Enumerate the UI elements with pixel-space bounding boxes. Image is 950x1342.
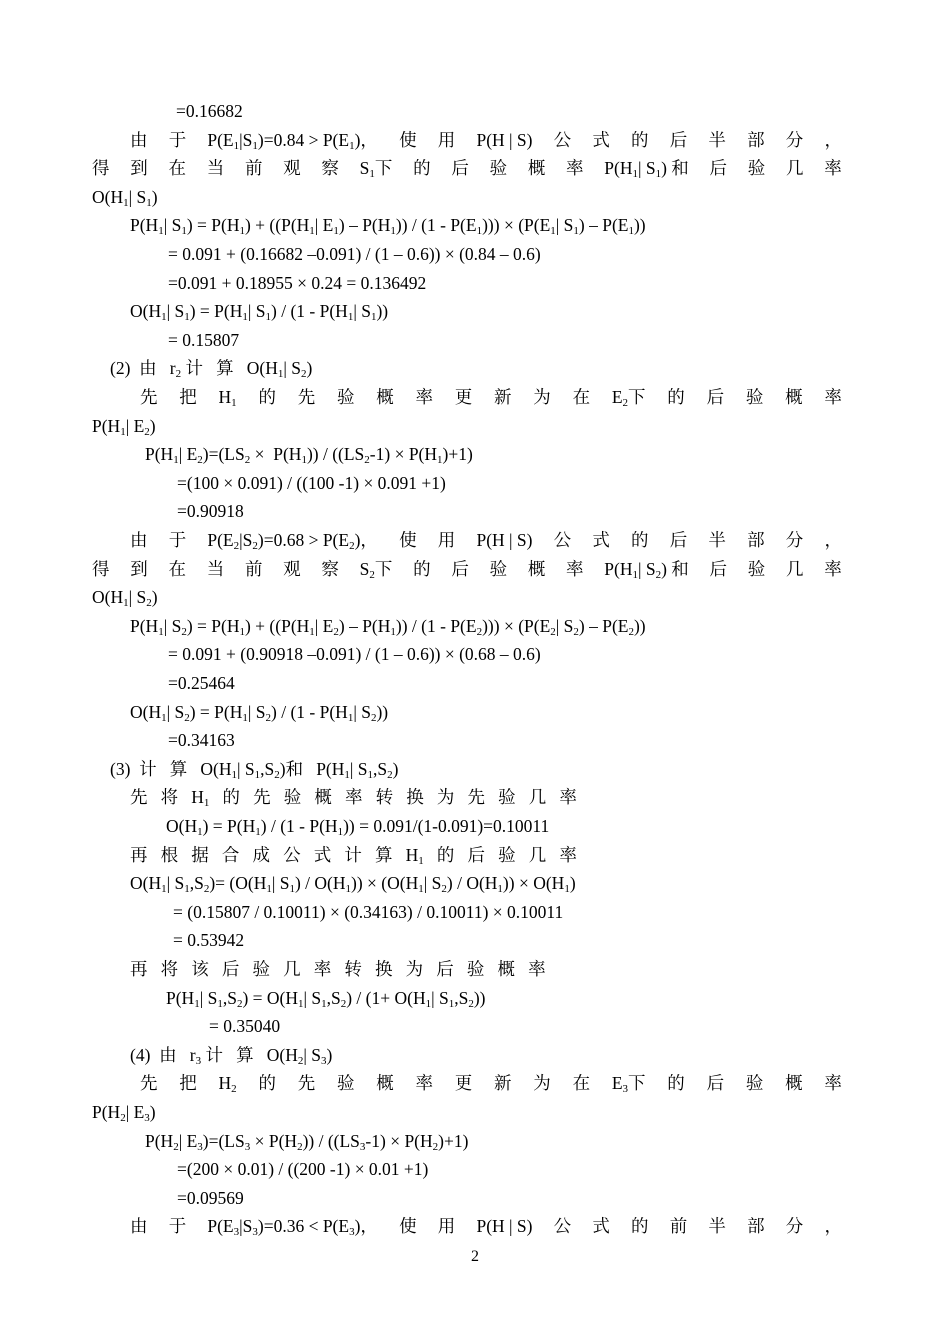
text-token: 由: [130, 129, 148, 150]
text-token: 把: [179, 1073, 197, 1094]
text-token: 率: [415, 387, 433, 407]
text-token: 在: [168, 558, 186, 579]
text-token: 的: [631, 129, 649, 150]
text-line: P(H1| S1) = P(H1) + ((P(H1| E1) – P(H1)) / (1 - P(E1))) × (P(E1| S1) – P(E1)): [130, 215, 646, 238]
text-line: =0.34163: [168, 730, 235, 751]
text-token: 于: [168, 129, 187, 150]
text-token: 部: [747, 1216, 765, 1237]
text-token: 部: [747, 530, 765, 550]
text-token: 察: [321, 158, 339, 179]
text-line: =(100 × 0.091) / ((100 -1) × 0.091 +1): [177, 472, 446, 493]
text-token: 式: [592, 129, 610, 150]
text-token: 当: [206, 558, 225, 579]
text-token: 率: [415, 1073, 433, 1094]
text-line: 再 根 据 合 成 公 式 计 算 H1 的 后 验 几 率: [130, 844, 577, 867]
text-token: 分: [785, 129, 804, 150]
text-token: E2下: [611, 387, 646, 409]
text-token: 当: [206, 158, 225, 179]
text-token: H2: [218, 1073, 237, 1096]
text-token: 的: [413, 558, 431, 579]
text-token: 先: [297, 1073, 316, 1094]
text-token: S1下: [359, 158, 393, 181]
text-token: 率: [824, 387, 842, 407]
text-line: 再 将 该 后 验 几 率 转 换 为 后 验 概 率: [130, 959, 546, 979]
text-line: = 0.091 + (0.16682 –0.091) / (1 – 0.6)) × (0.84 – 0.6): [168, 244, 541, 264]
text-token: 率: [566, 158, 584, 179]
text-token: 率: [824, 558, 842, 579]
text-token: 式: [592, 1216, 610, 1237]
page-number: 2: [471, 1248, 479, 1265]
text-token: 率: [824, 158, 842, 179]
text-token: 为: [533, 387, 551, 407]
text-token: 使: [399, 530, 417, 550]
text-token: 后: [709, 158, 728, 179]
text-token: 概: [527, 158, 546, 179]
text-token: 观: [283, 158, 301, 179]
text-token: 前: [244, 158, 263, 179]
text-line: (3) 计 算 O(H1| S1,S2)和 P(H1| S1,S2): [110, 758, 399, 781]
text-token: 验: [745, 1073, 764, 1094]
text-token: 分: [785, 1216, 804, 1237]
text-token: 到: [130, 158, 148, 179]
text-line: P(H1| S2) = P(H1) + ((P(H1| E2) – P(H1)) / (1 - P(E2))) × (P(E2| S2) – P(E2)): [130, 615, 646, 638]
text-token: E3下: [611, 1073, 646, 1096]
text-token: 后: [451, 558, 469, 579]
text-token: P(H | S): [476, 129, 533, 150]
text-token: 观: [283, 558, 301, 579]
text-token: 在: [572, 1073, 591, 1094]
text-line: = 0.15807: [168, 329, 240, 350]
text-line: [140, 386, 842, 411]
text-token: 公: [553, 530, 572, 550]
text-token: 概: [785, 387, 803, 407]
text-token: 后: [669, 530, 688, 550]
text-token: P(E2|S2)=0.68 > P(E2)，: [207, 530, 378, 552]
text-line: O(H1) = P(H1) / (1 - P(H1)) = 0.091/(1-0.091)=0.10011: [166, 816, 550, 838]
text-token: 率: [824, 1073, 842, 1094]
text-token: 的: [667, 387, 685, 407]
text-token: 用: [437, 129, 456, 150]
text-token: 前: [669, 1216, 688, 1237]
text-token: 使: [399, 129, 417, 150]
text-token: 察: [321, 558, 339, 579]
text-token: 更: [454, 1073, 473, 1094]
text-token: 的: [413, 158, 431, 179]
text-line: [92, 558, 842, 583]
text-token: 验: [747, 158, 766, 179]
text-token: 验: [747, 558, 766, 579]
text-line: =0.16682: [176, 101, 243, 121]
text-token: 后: [709, 558, 728, 579]
text-token: 后: [451, 158, 469, 179]
text-token: 得: [92, 158, 110, 179]
text-token: 半: [708, 530, 726, 550]
text-line: = 0.53942: [173, 930, 245, 951]
text-line: =0.09569: [177, 1187, 244, 1208]
text-line: [130, 1215, 842, 1240]
text-token: H1: [218, 387, 237, 409]
text-token: P(H1| S1) 和: [604, 158, 689, 181]
text-token: 式: [592, 530, 610, 550]
text-line: P(H1| E2): [92, 415, 156, 438]
text-token: 后: [669, 129, 688, 150]
text-line: P(H2| E3)=(LS3 × P(H2)) / ((LS3-1) × P(H2)+1): [145, 1130, 469, 1153]
text-token: 为: [533, 1073, 551, 1094]
text-line: =(200 × 0.01) / ((200 -1) × 0.01 +1): [177, 1159, 429, 1180]
text-line: =0.091 + 0.18955 × 0.24 = 0.136492: [168, 272, 427, 293]
text-line: O(H1| S1): [92, 186, 158, 209]
text-token: 验: [745, 387, 764, 407]
text-token: 验: [489, 158, 508, 179]
text-token: 在: [168, 158, 186, 179]
text-line: O(H1| S2): [92, 587, 158, 610]
text-token: 更: [454, 387, 473, 407]
text-token: P(H | S): [476, 1216, 533, 1237]
text-token: 的: [258, 1073, 276, 1094]
text-token: 由: [130, 530, 148, 550]
text-token: 得: [92, 558, 110, 579]
text-token: 到: [130, 558, 148, 579]
text-token: 几: [786, 158, 804, 179]
text-token: 把: [179, 387, 197, 407]
text-line: (2) 由 r2 计 算 O(H1| S2): [110, 358, 313, 381]
text-token: 概: [376, 1073, 394, 1094]
text-token: S2下: [359, 558, 393, 581]
text-line: P(H1| S1,S2) = O(H1| S1,S2) / (1+ O(H1| S1,S2)): [166, 987, 486, 1010]
text-token: 新: [494, 1073, 512, 1094]
text-line: [140, 1072, 842, 1097]
text-token: 先: [140, 1073, 158, 1094]
text-line: P(H1| E2)=(LS2 × P(H1)) / ((LS2-1) × P(H1)+1): [145, 444, 473, 467]
text-token: 的: [258, 387, 276, 407]
text-token: ，: [824, 530, 842, 550]
text-token: 半: [708, 1216, 726, 1237]
text-line: [92, 157, 842, 182]
text-line: (4) 由 r3 计 算 O(H2| S3): [130, 1044, 333, 1067]
text-token: P(E1|S1)=0.84 > P(E1)，: [207, 129, 378, 152]
text-token: 的: [667, 1073, 685, 1094]
text-token: 先: [140, 387, 158, 407]
text-token: 概: [527, 558, 546, 579]
text-token: 用: [437, 1216, 456, 1237]
text-token: P(H1| S2) 和: [604, 558, 689, 581]
text-token: 验: [336, 387, 355, 407]
text-token: 概: [376, 387, 394, 407]
text-line: O(H1| S1,S2)= (O(H1| S1) / O(H1)) × (O(H1| S2) / O(H1)) × O(H1): [130, 873, 576, 896]
text-token: ，: [824, 1216, 842, 1237]
text-line: =0.90918: [177, 501, 244, 522]
text-token: 半: [708, 129, 726, 150]
text-token: 先: [297, 387, 316, 407]
text-line: O(H1| S1) = P(H1| S1) / (1 - P(H1| S1)): [130, 301, 389, 324]
text-line: P(H2| E3): [92, 1102, 156, 1124]
text-token: 部: [747, 129, 765, 150]
text-token: 公: [553, 129, 572, 150]
text-line: [130, 529, 842, 554]
text-token: 验: [336, 1073, 355, 1094]
text-token: 公: [553, 1216, 572, 1237]
text-token: 用: [437, 530, 456, 550]
text-token: 验: [489, 558, 508, 579]
text-line: = 0.35040: [209, 1016, 281, 1037]
text-token: P(H | S): [476, 530, 533, 550]
text-token: P(E3|S3)=0.36 < P(E3)，: [207, 1216, 378, 1239]
text-token: 使: [399, 1216, 417, 1237]
text-token: 的: [631, 1216, 649, 1237]
text-line: [130, 129, 842, 154]
text-token: ，: [824, 129, 842, 150]
text-line: = 0.091 + (0.90918 –0.091) / (1 – 0.6)) × (0.68 – 0.6): [168, 644, 541, 665]
text-token: 在: [572, 387, 591, 407]
text-line: = (0.15807 / 0.10011) × (0.34163) / 0.10011) × 0.10011: [173, 901, 564, 922]
text-token: 新: [494, 387, 512, 407]
text-token: 由: [130, 1216, 148, 1237]
text-token: 几: [786, 558, 804, 579]
text-token: 于: [168, 1216, 187, 1237]
text-token: 于: [168, 530, 187, 550]
text-token: 后: [706, 387, 725, 407]
text-line: =0.25464: [168, 673, 235, 693]
text-token: 前: [244, 558, 263, 579]
text-token: 概: [785, 1073, 803, 1094]
text-token: 分: [785, 530, 804, 550]
text-token: 后: [706, 1073, 725, 1094]
text-line: 先 将 H1 的 先 验 概 率 转 换 为 先 验 几 率: [130, 787, 577, 810]
text-token: 率: [566, 558, 584, 579]
text-token: 的: [631, 530, 649, 550]
text-line: O(H1| S2) = P(H1| S2) / (1 - P(H1| S2)): [130, 701, 389, 724]
